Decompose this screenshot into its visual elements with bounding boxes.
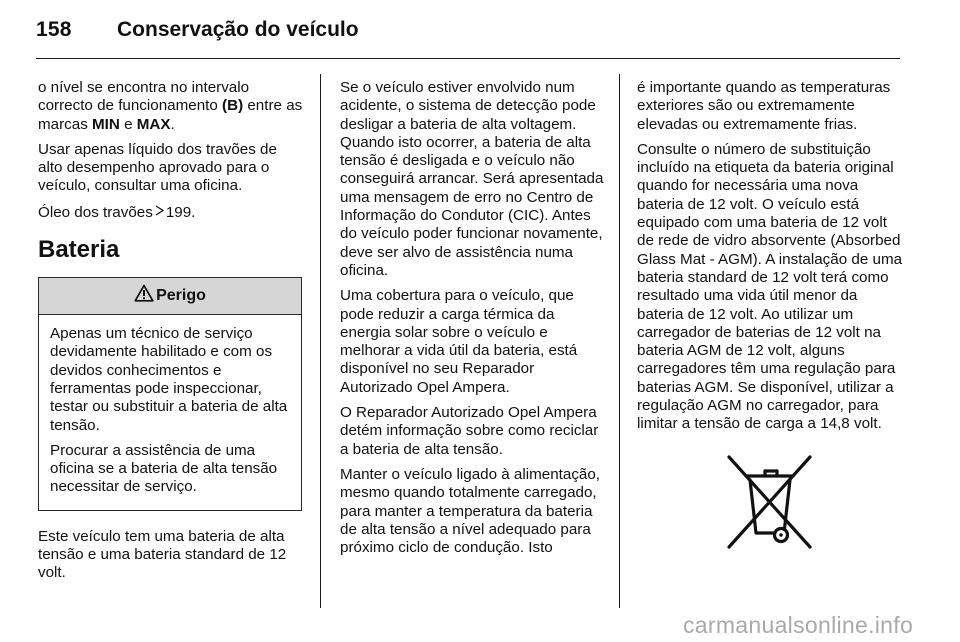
warning-triangle-icon (134, 284, 156, 307)
paragraph-accident: Se o veículo estiver envolvido num acidente, o sistema de detecção pode desligar a bateria de alta voltagem. Quando isto ocorrer, a bateria de alta tensão é desligada e o veículo não conseguirá arrancar. Será apresentada uma mensagem de erro no Centro de Informação do Condutor (CIC). Antes do veículo poder funcionar novamente, deve ser alvo de assistência numa oficina. (340, 79, 604, 279)
warning-title: Perigo (156, 286, 206, 304)
page-header (0, 0, 960, 62)
page-number: 158 (36, 18, 72, 41)
header-rule (36, 58, 900, 59)
column-1 (38, 79, 304, 590)
column-divider-1 (320, 74, 321, 608)
paragraph-level: o nível se encontra no intervalo correcto de funcionamento (B) entre as marcas MIN e MAX. (38, 79, 303, 133)
section-title-bateria: Bateria (38, 236, 120, 264)
crossed-out-wheeled-bin-icon (715, 449, 823, 552)
paragraph-cover: Uma cobertura para o veículo, que pode reduzir a carga térmica da energia solar sobre o veículo e melhorar a vida útil da bateria, está disponível no seu Reparador Autorizado Opel Ampera. (340, 287, 578, 396)
page-reference-arrow-icon[interactable] (155, 203, 164, 221)
column-2 (340, 79, 606, 564)
warning-paragraph-1: Apenas um técnico de serviço devidamente habilitado e com os devidos conhecimentos e ferramentas pode inspeccionar, testar ou substituir a bateria de alta tensão. (50, 325, 288, 434)
paragraph-brake-oil-ref: Óleo dos travões 199. (38, 203, 196, 221)
warning-header (39, 278, 301, 315)
column-divider-2 (619, 74, 620, 608)
paragraph-temperature: é importante quando as temperaturas exteriores são ou extremamente elevadas ou extremamente frias. (637, 79, 891, 133)
paragraph-batteries: Este veículo tem uma bateria de alta tensão e uma bateria standard de 12 volt. (38, 527, 287, 582)
danger-warning-box (38, 277, 302, 511)
paragraph-brake-fluid: Usar apenas líquido dos travões de alto desempenho aprovado para o veículo, consultar uma oficina. (38, 140, 277, 195)
page-title: Conservação do veículo (117, 18, 359, 41)
column-3 (637, 79, 903, 441)
watermark: carmanualsonline.info (683, 612, 914, 638)
paragraph-replacement: Consulte o número de substituição incluído na etiqueta da bateria original quando for necessária uma nova bateria de 12 volt. O veículo está equipado com uma bateria de 12 volt de rede de vidro absorvente (Absorbed Glass Mat - AGM). A instalação de uma bateria standard de 12 volt terá como resultado uma vida útil menor da bateria de 12 volt. Ao utilizar um carregador de baterias de 12 volt na bateria AGM de 12 volt, alguns carregadores têm uma regulação para baterias AGM. Se disponível, utilizar a regulação AGM no carregador, para limitar a tensão de carga a 14,8 volt. (637, 140, 903, 433)
paragraph-keep-plugged: Manter o veículo ligado à alimentação, mesmo quando totalmente carregado, para manter a temperatura da bateria de alta tensão a nível adequado para próximo ciclo de condução. Isto (340, 465, 601, 557)
warning-paragraph-2: Procurar a assistência de uma oficina se a bateria de alta tensão necessitar de serviço. (50, 441, 278, 496)
page-reference-link[interactable]: 199. (165, 203, 196, 221)
paragraph-recycle: O Reparador Autorizado Opel Ampera detém informação sobre como reciclar a bateria de alta tensão. (340, 404, 599, 458)
warning-body (39, 315, 301, 510)
